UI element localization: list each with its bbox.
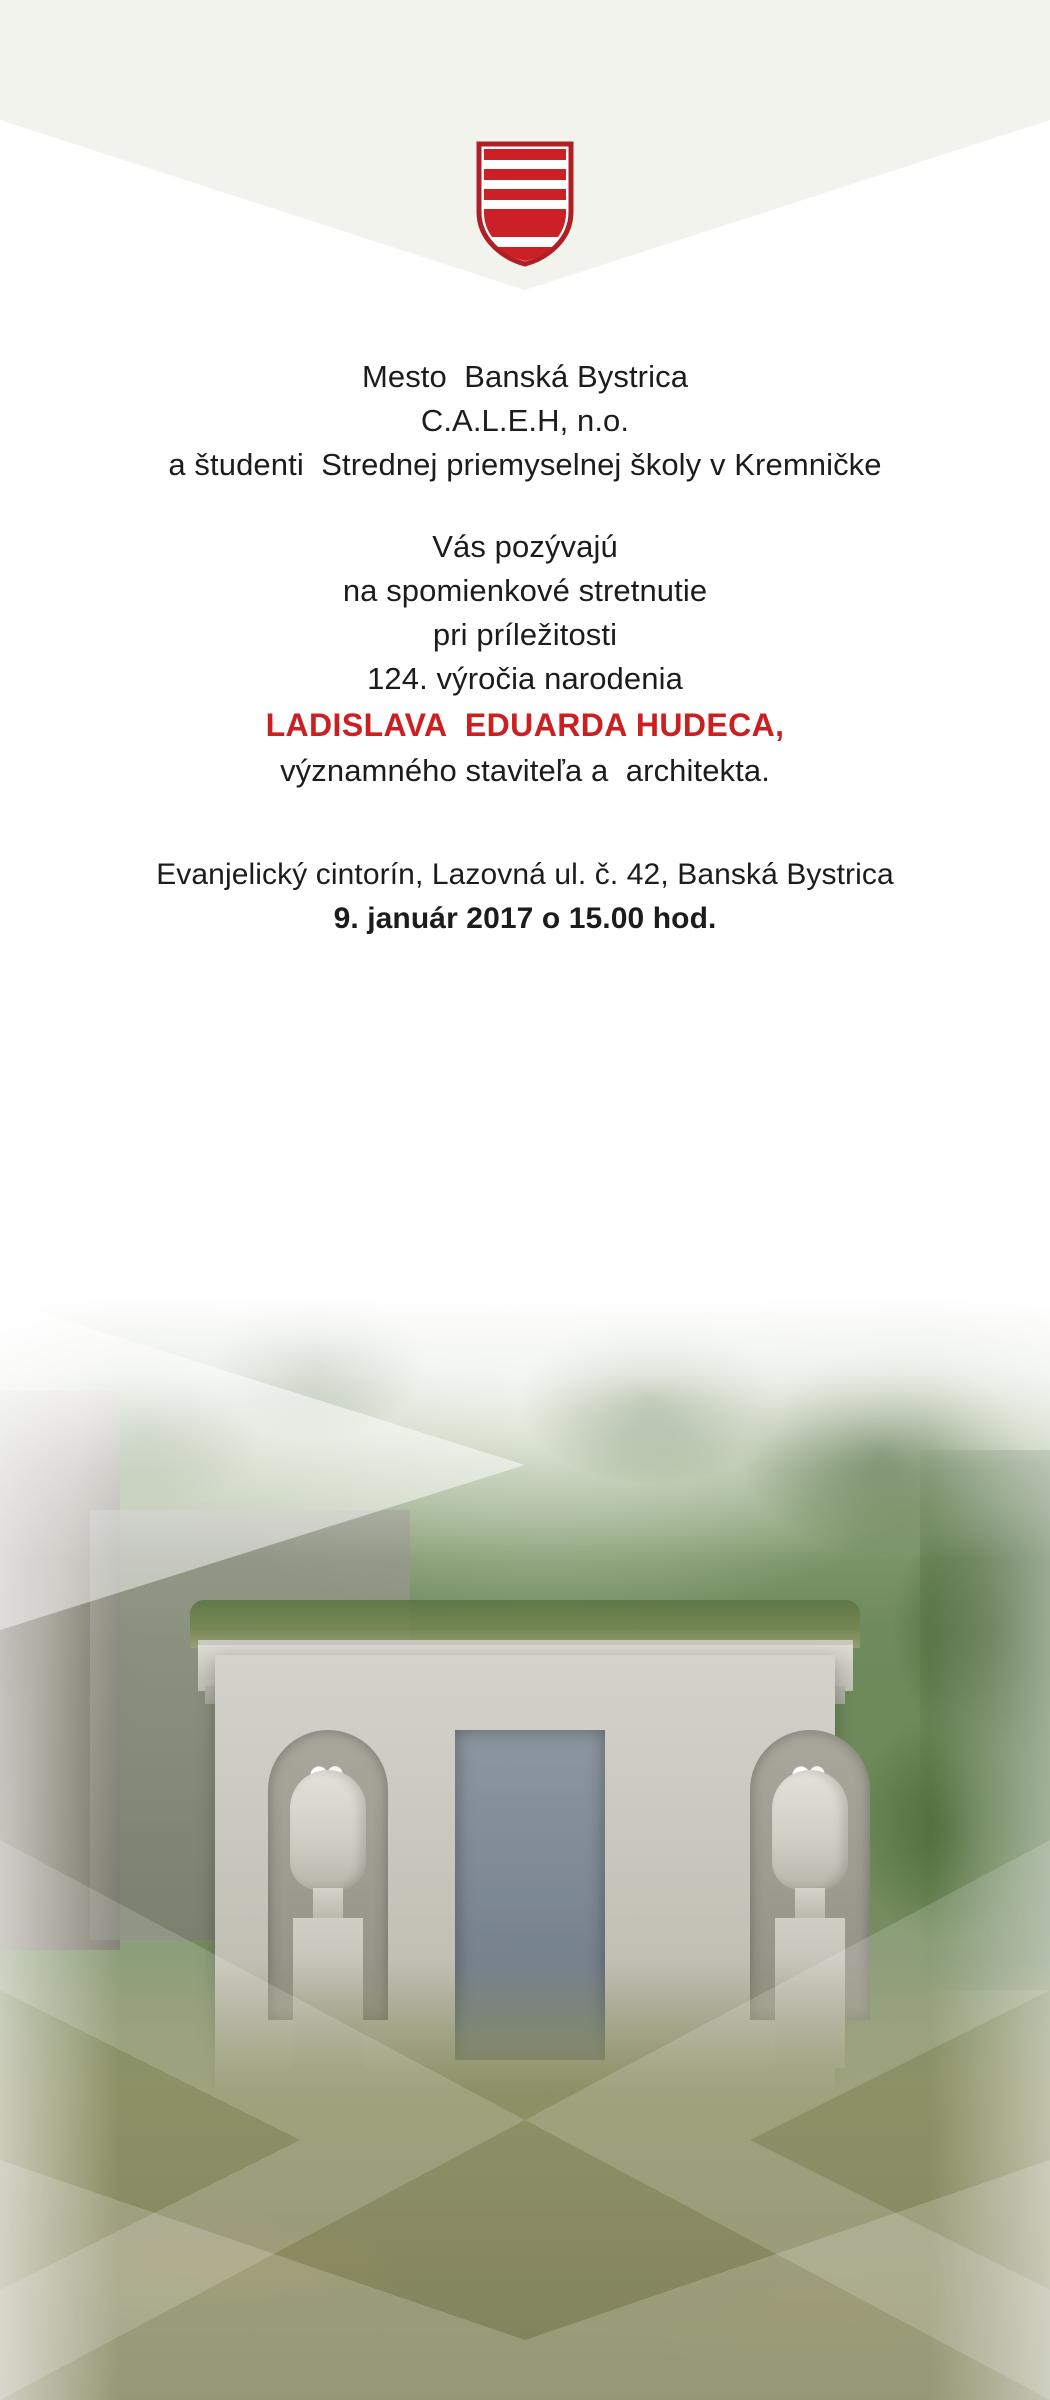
- invite-line-3: pri príležitosti: [432, 617, 618, 652]
- honoree-name: LADISLAVA EDUARDA HUDECA,: [265, 707, 785, 743]
- invitation-text: [0, 355, 1050, 941]
- invite-line-4: 124. výročia narodenia: [367, 661, 683, 696]
- host-line-1: Mesto Banská Bystrica: [361, 359, 689, 394]
- photo-top-fade: [0, 1300, 1050, 1560]
- host-line-3: a študenti Strednej priemyselnej školy v Kremničke: [168, 447, 882, 482]
- invite-line-1: Vás pozývajú: [432, 529, 618, 564]
- photo-urn-left-bowl: [290, 1770, 366, 1890]
- hosts-block: [0, 355, 1050, 487]
- coat-of-arms-banska-bystrica-icon: [475, 140, 575, 268]
- photo-urn-right-stem: [795, 1888, 825, 1920]
- memorial-photograph: [0, 1300, 1050, 2400]
- event-datetime: 9. január 2017 o 15.00 hod.: [333, 902, 717, 935]
- photo-scene: [0, 1300, 1050, 2400]
- event-place: Evanjelický cintorín, Lazovná ul. č. 42, Banská Bystrica: [156, 858, 894, 891]
- crest-container: [0, 140, 1050, 268]
- host-line-2: C.A.L.E.H, n.o.: [420, 403, 630, 438]
- invitation-body: [0, 525, 1050, 793]
- event-details: [0, 853, 1050, 941]
- invite-line-2: na spomienkové stretnutie: [342, 573, 708, 608]
- honoree-subtitle: významného staviteľa a architekta.: [280, 753, 770, 788]
- photo-urn-left-stem: [313, 1888, 343, 1920]
- photo-urn-right-bowl: [772, 1770, 848, 1890]
